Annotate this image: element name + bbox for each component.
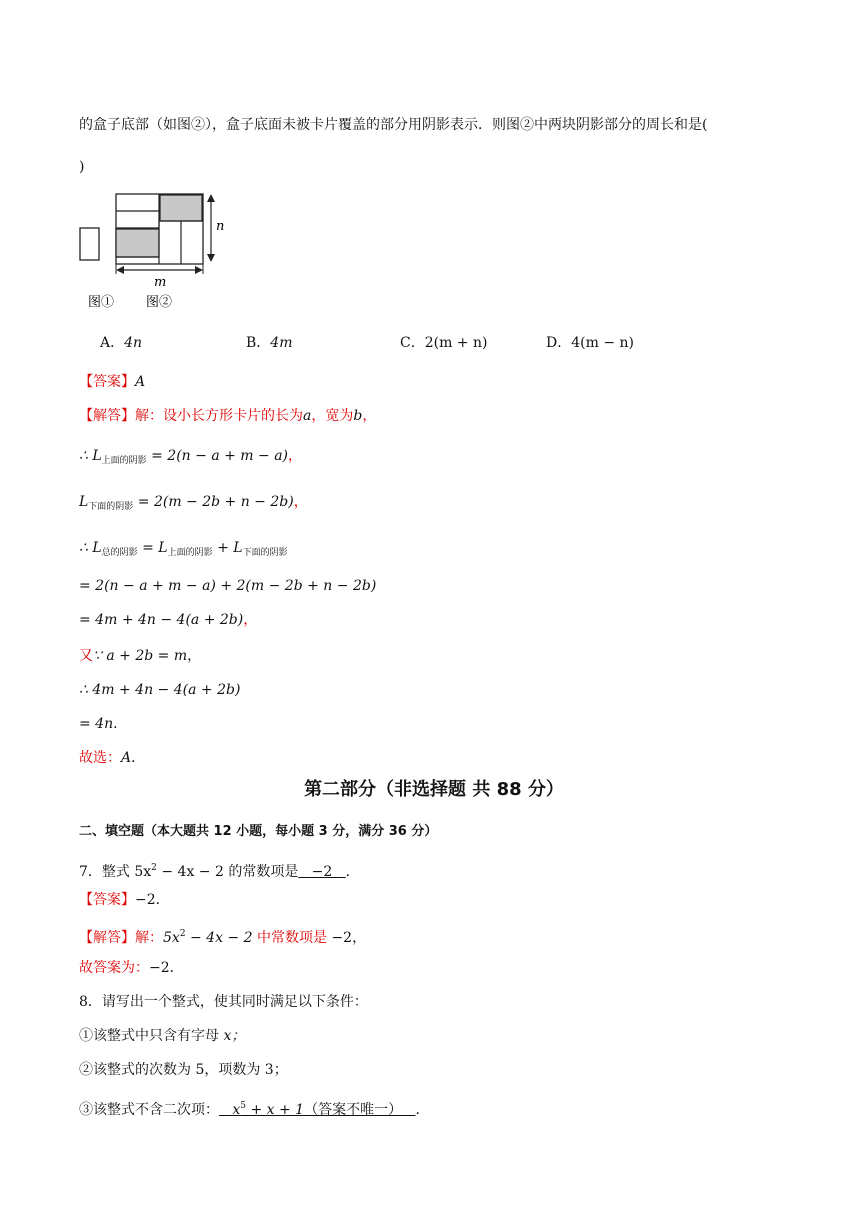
solution-line: 【解答】解：$5x^2 - 4x - 2$ 中常数项是 −2，: [79, 929, 367, 946]
solution-step: ∴ $L_{总的阴影} = L_{上面的阴影} + L_{下面的阴影}$: [79, 540, 288, 558]
solution-step: ∴ $L_{上面的阴影} = 2(n - a + m - a)$，: [79, 448, 303, 466]
card-rectangle: [80, 228, 99, 260]
solution-step: ∴ 4m + 4n − 4(a + 2b): [79, 682, 241, 698]
final-answer-line: 故答案为：−2．: [79, 960, 184, 976]
question-7: 7．整式 $5x^2 - 4x - 2$ 的常数项是 −2 ．: [79, 863, 360, 880]
label-m: m: [154, 275, 167, 290]
part-heading: 二、填空题（本大题共 12 小题，每小题 3 分，满分 36 分）: [79, 824, 438, 839]
shaded-region-top: [160, 195, 202, 221]
answer-line: 【答案】−2．: [79, 892, 170, 908]
label-n: n: [216, 219, 225, 234]
condition-3: ③该整式不含二次项： $x^5 + x + 1$（答案不唯一） ．: [79, 1101, 430, 1118]
solution-step: 又∵ a + 2b = m，: [79, 648, 202, 664]
section-title: 第二部分（非选择题 共 88 分）: [304, 779, 564, 800]
solution-step: $L_{下面的阴影} = 2(m - 2b + n - 2b)$，: [79, 494, 308, 512]
solution-step: = 2(n − a + m − a) + 2(m − 2b + n − 2b): [79, 578, 377, 594]
solution-step: = 4n．: [79, 716, 128, 732]
conclusion-line: 故选：A．: [79, 750, 146, 766]
question-text-line: 的盒子底部（如图②），盒子底面未被卡片覆盖的部分用阴影表示．则图②中两块阴影部分的周长和是(: [79, 117, 708, 133]
option-a: A．4n: [100, 335, 143, 351]
box-diagram: [78, 190, 228, 315]
solution-line: 【解答】解：设小长方形卡片的长为a，宽为b，: [79, 408, 377, 424]
caption-figure2: 图②: [146, 295, 173, 310]
question-8: 8．请写出一个整式，使其同时满足以下条件：: [79, 994, 368, 1010]
solution-step: = 4m + 4n − 4(a + 2b)，: [79, 612, 258, 628]
condition-1: ①该整式中只含有字母 x；: [79, 1028, 246, 1044]
option-c: C．2(m + n): [400, 335, 488, 351]
option-b: B．4m: [246, 335, 293, 351]
caption-figure1: 图①: [88, 295, 115, 310]
option-d: D．4(m − n): [546, 335, 634, 351]
question-text-line: ): [79, 159, 85, 175]
figure: [78, 190, 228, 319]
answer-line: 【答案】A: [79, 374, 146, 390]
condition-2: ②该整式的次数为 5，项数为 3；: [79, 1062, 288, 1078]
shaded-region-bottom: [116, 229, 159, 257]
